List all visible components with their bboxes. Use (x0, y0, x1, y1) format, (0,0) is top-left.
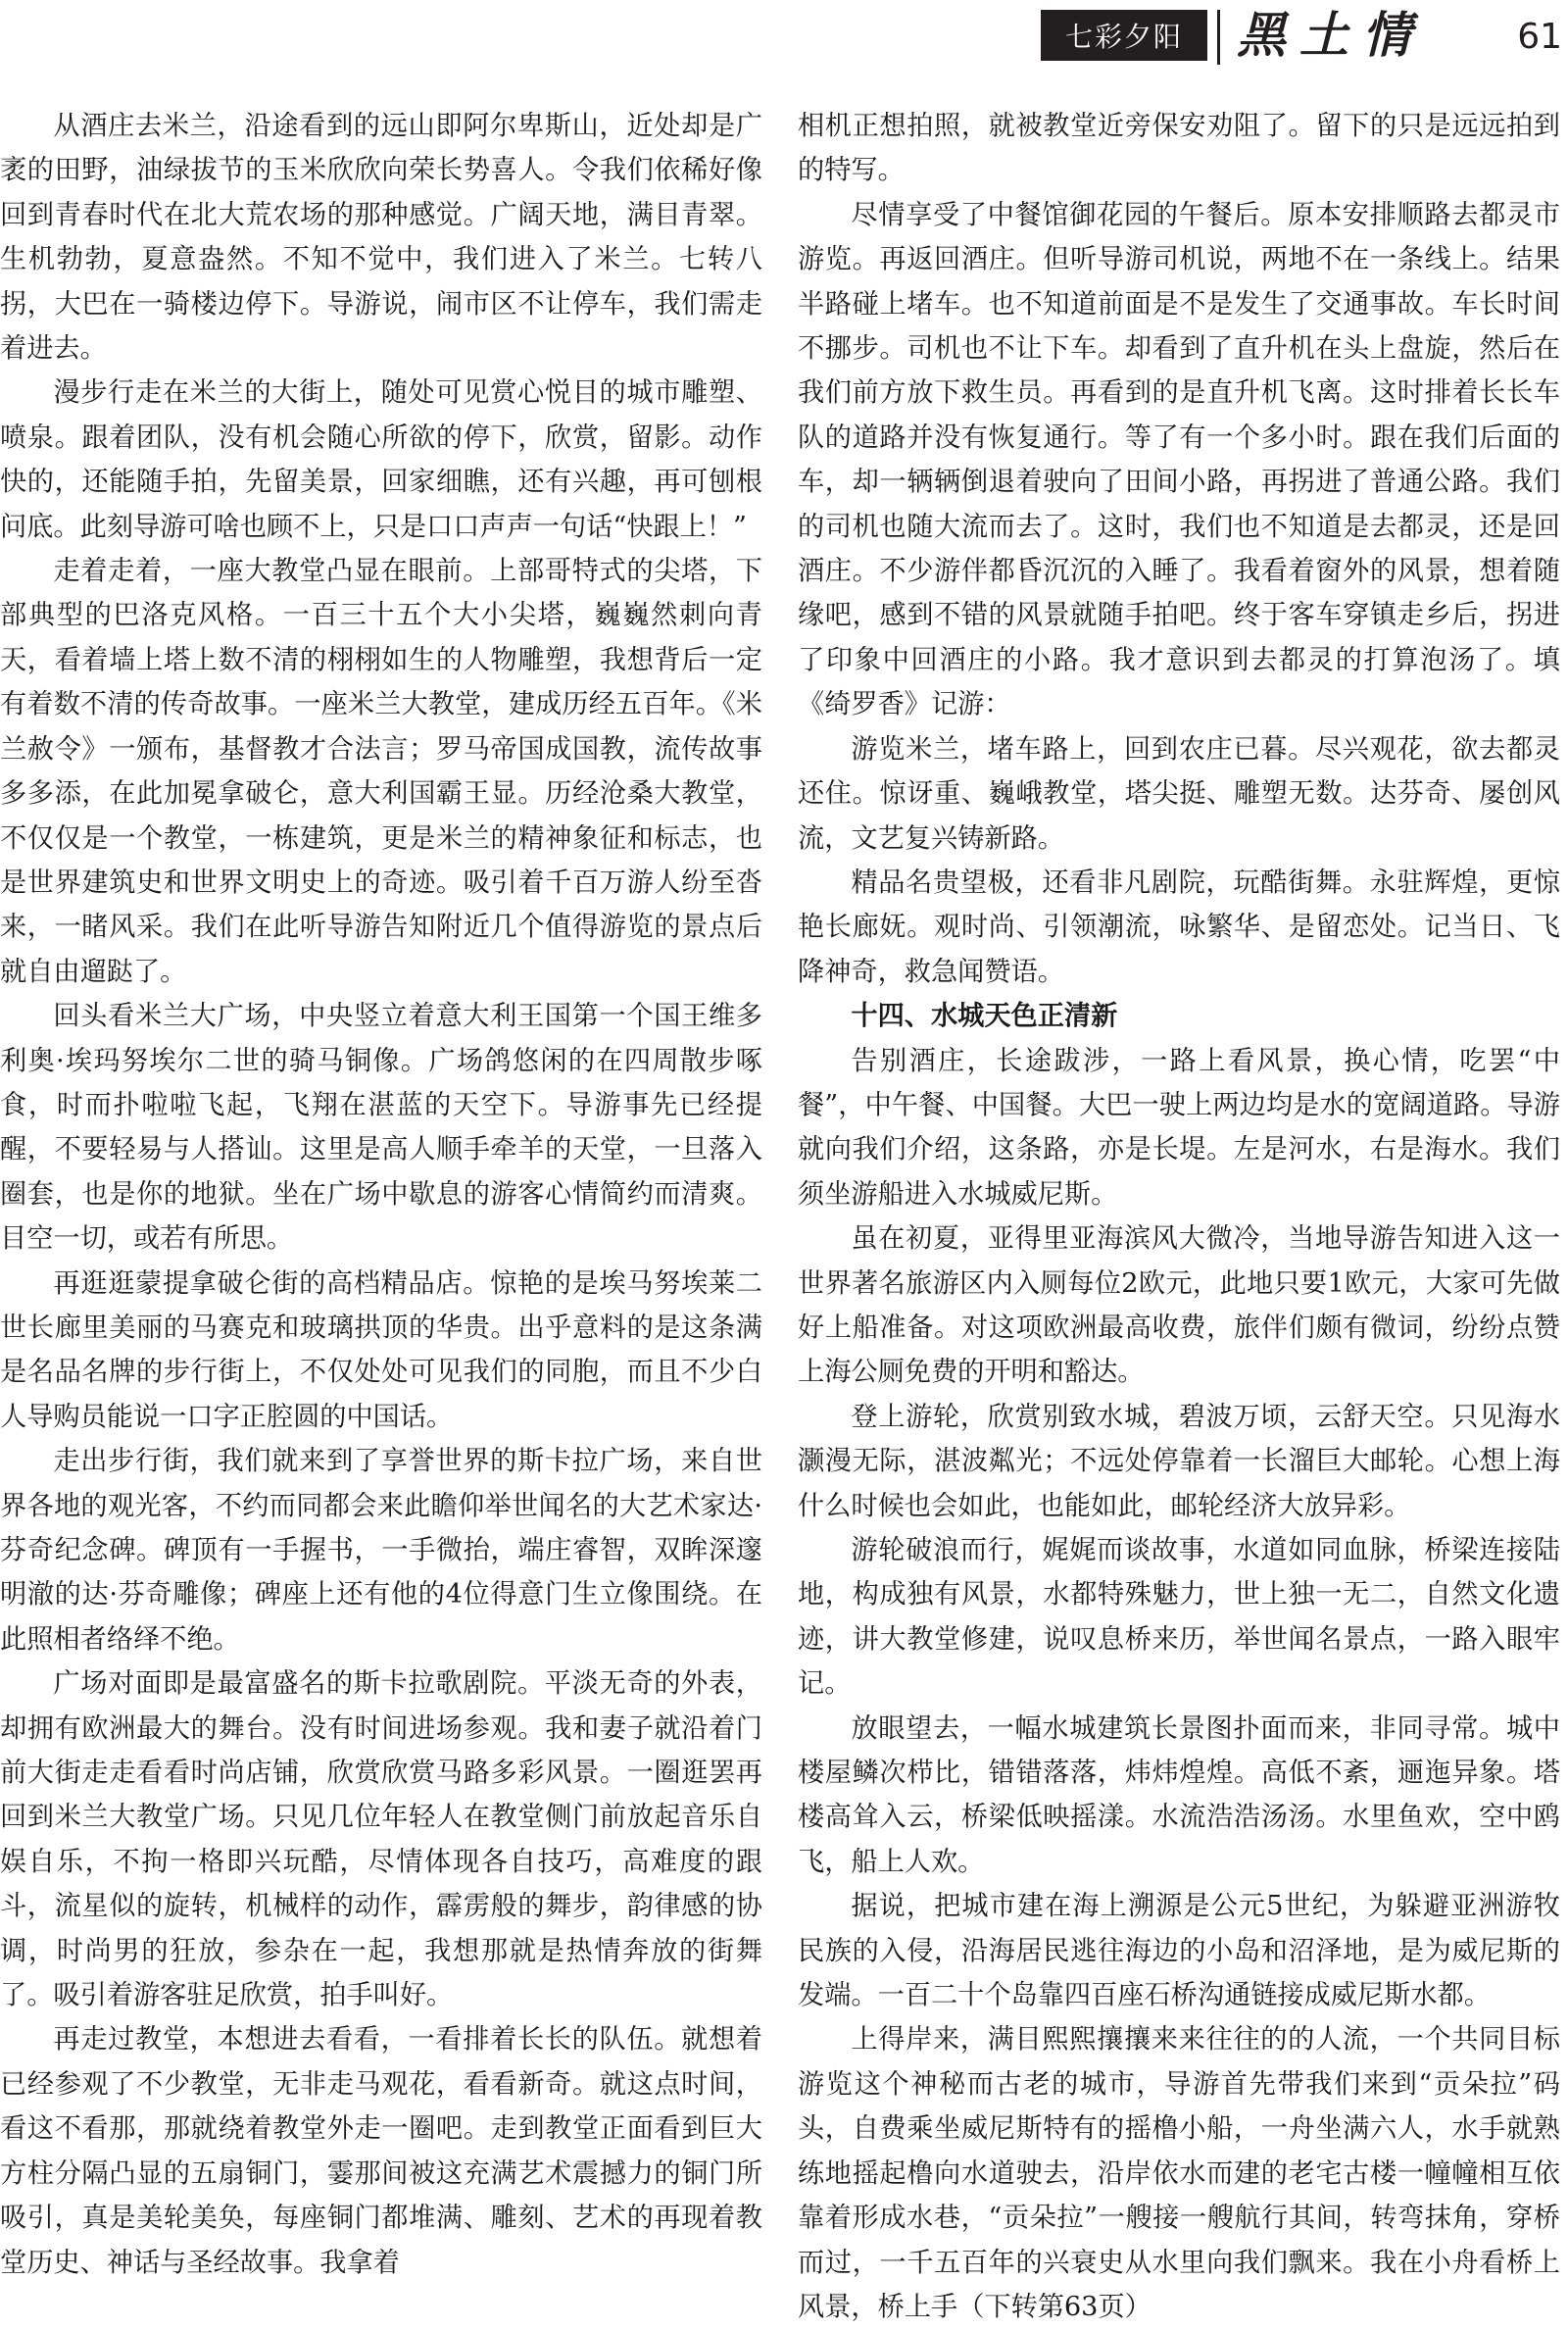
paragraph: 据说，把城市建在海上溯源是公元5世纪，为躲避亚洲游牧民族的入侵，沿海居民逃往海边的小岛和沼泽地，是为威尼斯的发端。一百二十个岛靠四百座石桥沟通链接成威尼斯水都。 (798, 1891, 1560, 2011)
section-heading: 十四、水城天色正清新 (851, 1001, 1118, 1032)
paragraph: 上得岸来，满目熙熙攘攘来来往往的的人流，一个共同目标游览这个神秘而古老的城市，导游首先带我们来到“贡朵拉”码头，自费乘坐威尼斯特有的摇橹小船，一舟坐满六人，水手就熟练地摇起橹向水道驶去，沿岸依水而建的老宅古楼一幢幢相互依靠着形成水巷，“贡朵拉”一艘接一艘航行其间，转弯抹角，穿桥而过，一千五百年的兴衰史从水里向我们飘来。我在小舟看桥上风景，桥上手（下转第63页） (798, 2024, 1560, 2322)
paragraph: 虽在初夏，亚得里亚海滨风大微冷，当地导游告知进入这一世界著名旅游区内入厕每位2欧元，此地只要1欧元，大家可先做好上船准备。对这项欧洲最高收费，旅伴们颇有微词，纷纷点赞上海公厕免费的开明和豁达。 (798, 1223, 1560, 1388)
paragraph: 从酒庄去米兰，沿途看到的远山即阿尔卑斯山，近处却是广袤的田野，油绿拔节的玉米欣欣向荣长势喜人。令我们依稀好像回到青春时代在北大荒农场的那种感觉。广阔天地，满目青翠。生机勃勃，夏意盎然。不知不觉中，我们进入了米兰。七转八拐，大巴在一骑楼边停下。导游说，闹市区不让停车，我们需走着进去。 (0, 111, 762, 365)
page-header (0, 0, 1568, 78)
paragraph: 走着走着，一座大教堂凸显在眼前。上部哥特式的尖塔，下部典型的巴洛克风格。一百三十五个大小尖塔，巍巍然刺向青天，看着墙上塔上数不清的栩栩如生的人物雕塑，我想背后一定有着数不清的传奇故事。一座米兰大教堂，建成历经五百年。《米兰赦令》一颁布，基督教才合法言；罗马帝国成国教，流传故事多多添，在此加冕拿破仑，意大利国霸王显。历经沧桑大教堂，不仅仅是一个教堂，一栋建筑，更是米兰的精神象征和标志，也是世界建筑史和世界文明史上的奇迹。吸引着千百万游人纷至沓来，一睹风采。我们在此听导游告知附近几个值得游览的景点后就自由遛跶了。 (0, 556, 762, 987)
right-column (798, 104, 1560, 2329)
poem-verse-1: 游览米兰，堵车路上，回到农庄已暮。尽兴观花，欲去都灵还住。惊讶重、巍峨教堂，塔尖挺、雕塑无数。达芬奇、屡创风流，文艺复兴铸新路。 (798, 733, 1560, 854)
paragraph: 告别酒庄，长途跋涉，一路上看风景，换心情，吃罢“中餐”，中午餐、中国餐。大巴一驶上两边均是水的宽阔道路。导游就向我们介绍，这条路，亦是长堤。左是河水，右是海水。我们须坐游船进入水城威尼斯。 (798, 1045, 1560, 1210)
paragraph: 登上游轮，欣赏别致水城，碧波万顷，云舒天空。只见海水灏漫无际，湛波粼光；不远处停靠着一长溜巨大邮轮。心想上海什么时候也会如此，也能如此，邮轮经济大放异彩。 (798, 1401, 1560, 1521)
paragraph: 游轮破浪而行，娓娓而谈故事，水道如同血脉，桥梁连接陆地，构成独有风景，水都特殊魅力，世上独一无二，自然文化遗迹，讲大教堂修建，说叹息桥来历，举世闻名景点，一路入眼牢记。 (798, 1535, 1560, 1700)
header-divider (1217, 10, 1220, 65)
poem-verse-2: 精品名贵望极，还看非凡剧院，玩酷街舞。永驻辉煌，更惊艳长廊妩。观时尚、引领潮流，咏繁华、是留恋处。记当日、飞降神奇，救急闻赞语。 (798, 867, 1560, 987)
left-column (0, 104, 762, 2285)
paragraph: 再逛逛蒙提拿破仑街的高档精品店。惊艳的是埃马努埃莱二世长廊里美丽的马赛克和玻璃拱顶的华贵。出乎意料的是这条满是名品名牌的步行街上，不仅处处可见我们的同胞，而且不少白人导购员能说一口字正腔圆的中国话。 (0, 1267, 762, 1432)
magazine-logo: 黑土情 (1237, 6, 1425, 64)
continued-paragraph: 相机正想拍照，就被教堂近旁保安劝阻了。留下的只是远远拍到的特写。 (798, 111, 1560, 186)
paragraph: 回头看米兰大广场，中央竖立着意大利王国第一个国王维多利奥·埃玛努埃尔二世的骑马铜像。广场鸽悠闲的在四周散步啄食，时而扑啦啦飞起，飞翔在湛蓝的天空下。导游事先已经提醒，不要轻易与人搭讪。这里是高人顺手牵羊的天堂，一旦落入圈套，也是你的地狱。坐在广场中歇息的游客心情简约而清爽。目空一切，或若有所思。 (0, 1001, 762, 1255)
paragraph: 再走过教堂，本想进去看看，一看排着长长的队伍。就想着已经参观了不少教堂，无非走马观花，看看新奇。就这点时间，看这不看那，那就绕着教堂外走一圈吧。走到教堂正面看到巨大方柱分隔凸显的五扇铜门，霎那间被这充满艺术震撼力的铜门所吸引，真是美轮美奂，每座铜门都堆满、雕刻、艺术的再现着教堂历史、神话与圣经故事。我拿着 (0, 2024, 762, 2278)
paragraph: 漫步行走在米兰的大街上，随处可见赏心悦目的城市雕塑、喷泉。跟着团队，没有机会随心所欲的停下，欣赏，留影。动作快的，还能随手拍，先留美景，回家细瞧，还有兴趣，再可刨根问底。此刻导游可啥也顾不上，只是口口声声一句话“快跟上！” (0, 377, 762, 542)
page-number: 61 (1517, 17, 1562, 57)
paragraph: 放眼望去，一幅水城建筑长景图扑面而来，非同寻常。城中楼屋鳞次栉比，错错落落，炜炜煌煌。高低不紊，逦迤异象。塔楼高耸入云，桥梁低映摇漾。水流浩浩汤汤。水里鱼欢，空中鸥飞，船上人欢。 (798, 1712, 1560, 1877)
paragraph: 广场对面即是最富盛名的斯卡拉歌剧院。平淡无奇的外表，却拥有欧洲最大的舞台。没有时间进场参观。我和妻子就沿着门前大街走走看看时尚店铺，欣赏欣赏马路多彩风景。一圈逛罢再回到米兰大教堂广场。只见几位年轻人在教堂侧门前放起音乐自娱自乐，不拘一格即兴玩酷，尽情体现各自技巧，高难度的跟斗，流星似的旋转，机械样的动作，霹雳般的舞步，韵律感的协调，时尚男的狂放，参杂在一起，我想那就是热情奔放的街舞了。吸引着游客驻足欣赏，拍手叫好。 (0, 1668, 762, 2011)
paragraph: 走出步行街，我们就来到了享誉世界的斯卡拉广场，来自世界各地的观光客，不约而同都会来此瞻仰举世闻名的大艺术家达·芬奇纪念碑。碑顶有一手握书，一手微抬，端庄睿智，双眸深邃明澈的达·芬奇雕像；碑座上还有他的4位得意门生立像围绕。在此照相者络绎不绝。 (0, 1446, 762, 1655)
section-badge: 七彩夕阳 (1041, 10, 1207, 61)
paragraph: 尽情享受了中餐馆御花园的午餐后。原本安排顺路去都灵市游览。再返回酒庄。但听导游司机说，两地不在一条线上。结果半路碰上堵车。也不知道前面是不是发生了交通事故。车长时间不挪步。司机也不让下车。却看到了直升机在头上盘旋，然后在我们前方放下救生员。再看到的是直升机飞离。这时排着长长车队的道路并没有恢复通行。等了有一个多小时。跟在我们后面的车，却一辆辆倒退着驶向了田间小路，再拐进了普通公路。我们的司机也随大流而去了。这时，我们也不知道是去都灵，还是回酒庄。不少游伴都昏沉沉的入睡了。我看着窗外的风景，想着随缘吧，感到不错的风景就随手拍吧。终于客车穿镇走乡后，拐进了印象中回酒庄的小路。我才意识到去都灵的打算泡汤了。填《绮罗香》记游： (798, 199, 1560, 720)
